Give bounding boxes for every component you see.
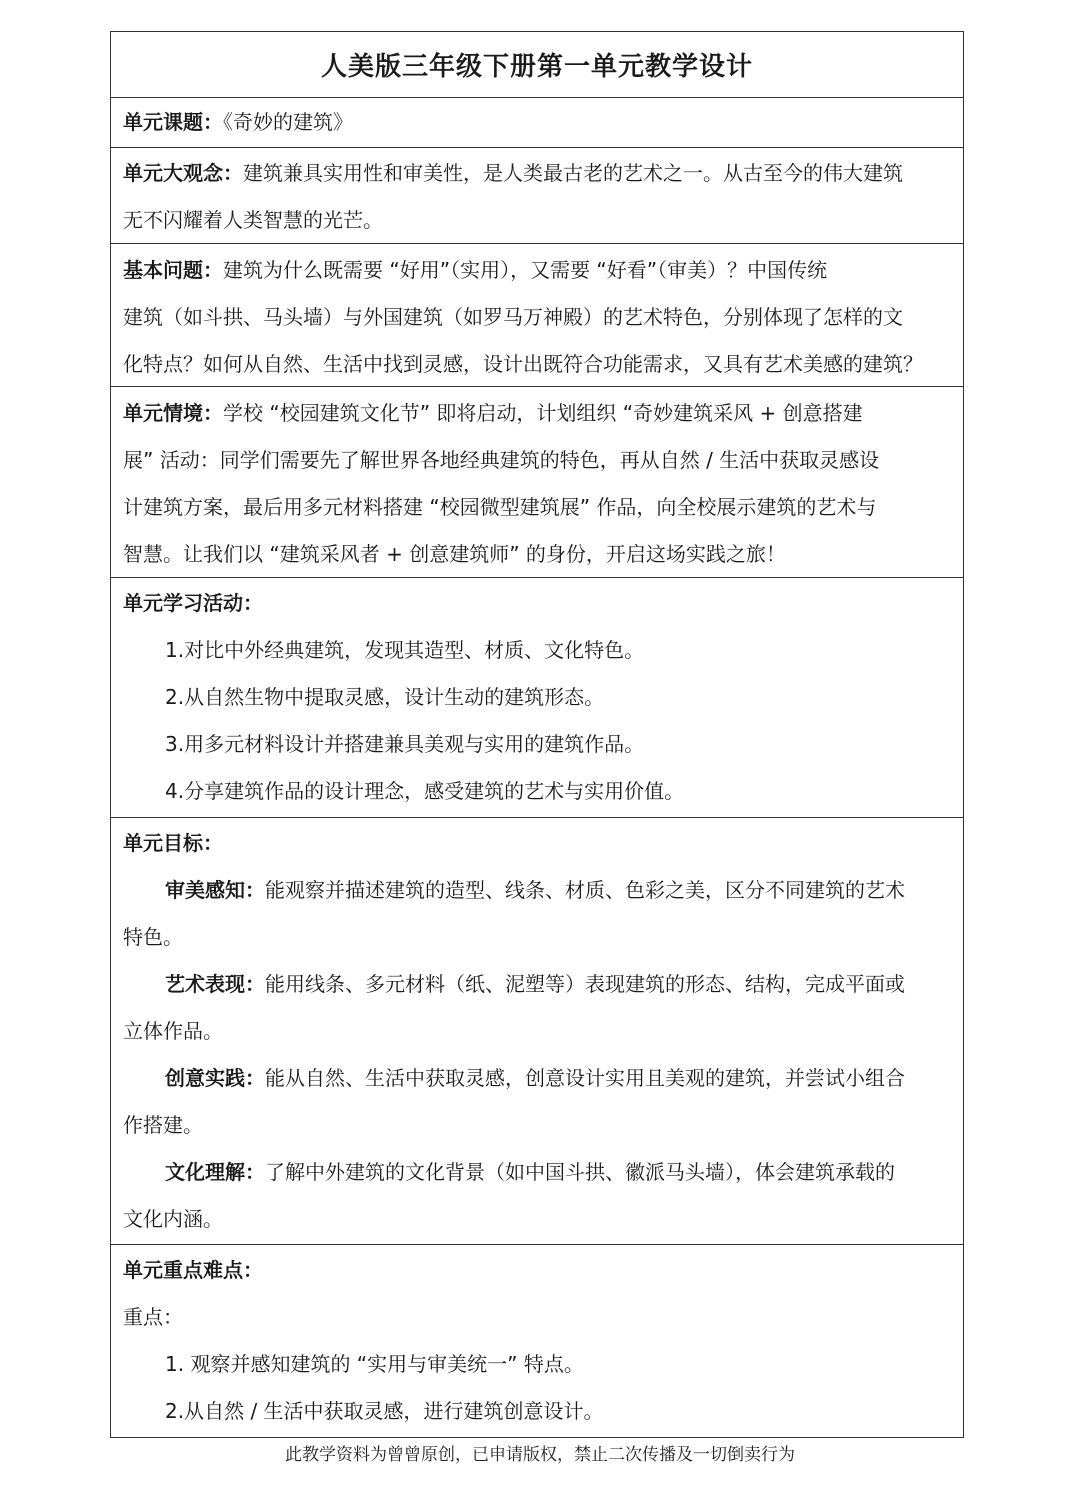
unit-topic-label: 单元课题： <box>123 110 223 134</box>
context-line-1 <box>123 390 951 437</box>
context-label: 单元情境： <box>123 401 223 425</box>
activity-item: 3.用多元材料设计并搭建兼具美观与实用的建筑作品。 <box>165 732 645 756</box>
copyright-footer: 此教学资料为曾曾原创，已申请版权，禁止二次传播及一切倒卖行为 <box>285 1445 795 1465</box>
lesson-design-table <box>110 31 964 1438</box>
big-idea-line-2: 无不闪耀着人类智慧的光芒。 <box>123 208 383 232</box>
goal-culture-text: 了解中外建筑的文化背景（如中国斗拱、徽派马头墙），体会建筑承载的 <box>265 1160 895 1184</box>
goal-aesthetic-line-1 <box>123 867 951 914</box>
basic-question-line-3: 化特点？如何从自然、生活中找到灵感，设计出既符合功能需求，又具有艺术美感的建筑？ <box>123 352 923 376</box>
goal-expression-line-2: 立体作品。 <box>123 1019 223 1043</box>
activity-item: 4.分享建筑作品的设计理念，感受建筑的艺术与实用价值。 <box>165 779 685 803</box>
basic-question-line-1 <box>123 247 951 294</box>
goal-culture-label: 文化理解： <box>165 1160 265 1184</box>
unit-goals-row <box>111 818 963 1245</box>
document-title: 人美版三年级下册第一单元教学设计 <box>111 32 963 98</box>
learning-activities-row <box>111 578 963 818</box>
goal-creative-line-1 <box>123 1055 951 1102</box>
unit-context-row <box>111 387 963 578</box>
key-points-sub-label: 重点： <box>123 1305 183 1329</box>
goal-creative-line-2: 作搭建。 <box>123 1113 203 1137</box>
activity-item: 1.对比中外经典建筑，发现其造型、材质、文化特色。 <box>165 638 645 662</box>
activities-label: 单元学习活动： <box>123 591 263 615</box>
goal-aesthetic-text: 能观察并描述建筑的造型、线条、材质、色彩之美，区分不同建筑的艺术 <box>265 878 905 902</box>
goal-aesthetic-label: 审美感知： <box>165 878 265 902</box>
goal-expression-label: 艺术表现： <box>165 972 265 996</box>
big-idea-text-1: 建筑兼具实用性和审美性，是人类最古老的艺术之一。从古至今的伟大建筑 <box>243 161 903 185</box>
basic-question-label: 基本问题： <box>123 258 223 282</box>
context-line-2: 展” 活动：同学们需要先了解世界各地经典建筑的特色，再从自然 / 生活中获取灵感设 <box>123 448 880 472</box>
goal-expression-line-1 <box>123 961 951 1008</box>
basic-question-line-2: 建筑（如斗拱、马头墙）与外国建筑（如罗马万神殿）的艺术特色，分别体现了怎样的文 <box>123 305 903 329</box>
goal-creative-text: 能从自然、生活中获取灵感，创意设计实用且美观的建筑，并尝试小组合 <box>265 1066 905 1090</box>
big-idea-line-1 <box>123 150 951 197</box>
context-line-3: 计建筑方案，最后用多元材料搭建 “校园微型建筑展” 作品，向全校展示建筑的艺术与 <box>123 495 877 519</box>
big-idea-label: 单元大观念： <box>123 161 243 185</box>
goal-aesthetic-line-2: 特色。 <box>123 925 183 949</box>
goal-culture-line-1 <box>123 1149 951 1196</box>
context-line-4: 智慧。让我们以 “建筑采风者 + 创意建筑师” 的身份，开启这场实践之旅！ <box>123 542 786 566</box>
key-points-row <box>111 1245 963 1437</box>
activity-item: 2.从自然生物中提取灵感，设计生动的建筑形态。 <box>165 685 605 709</box>
unit-topic-line <box>123 99 951 146</box>
goal-expression-text: 能用线条、多元材料（纸、泥塑等）表现建筑的形态、结构，完成平面或 <box>265 972 905 996</box>
goals-label: 单元目标： <box>123 831 223 855</box>
key-point-item: 1. 观察并感知建筑的 “实用与审美统一” 特点。 <box>165 1352 584 1376</box>
goal-culture-line-2: 文化内涵。 <box>123 1207 223 1231</box>
key-point-item: 2.从自然 / 生活中获取灵感，进行建筑创意设计。 <box>165 1399 604 1423</box>
unit-topic-value: 《奇妙的建筑》 <box>223 110 353 134</box>
unit-topic-row <box>111 98 963 148</box>
basic-question-row <box>111 244 963 387</box>
goal-creative-label: 创意实践： <box>165 1066 265 1090</box>
key-points-label: 单元重点难点： <box>123 1258 263 1282</box>
context-text-1: 学校 “校园建筑文化节” 即将启动，计划组织 “奇妙建筑采风 + 创意搭建 <box>223 401 863 425</box>
basic-question-text-1: 建筑为什么既需要 “好用”（实用），又需要 “好看”（审美）？中国传统 <box>223 258 828 282</box>
big-idea-row <box>111 148 963 244</box>
